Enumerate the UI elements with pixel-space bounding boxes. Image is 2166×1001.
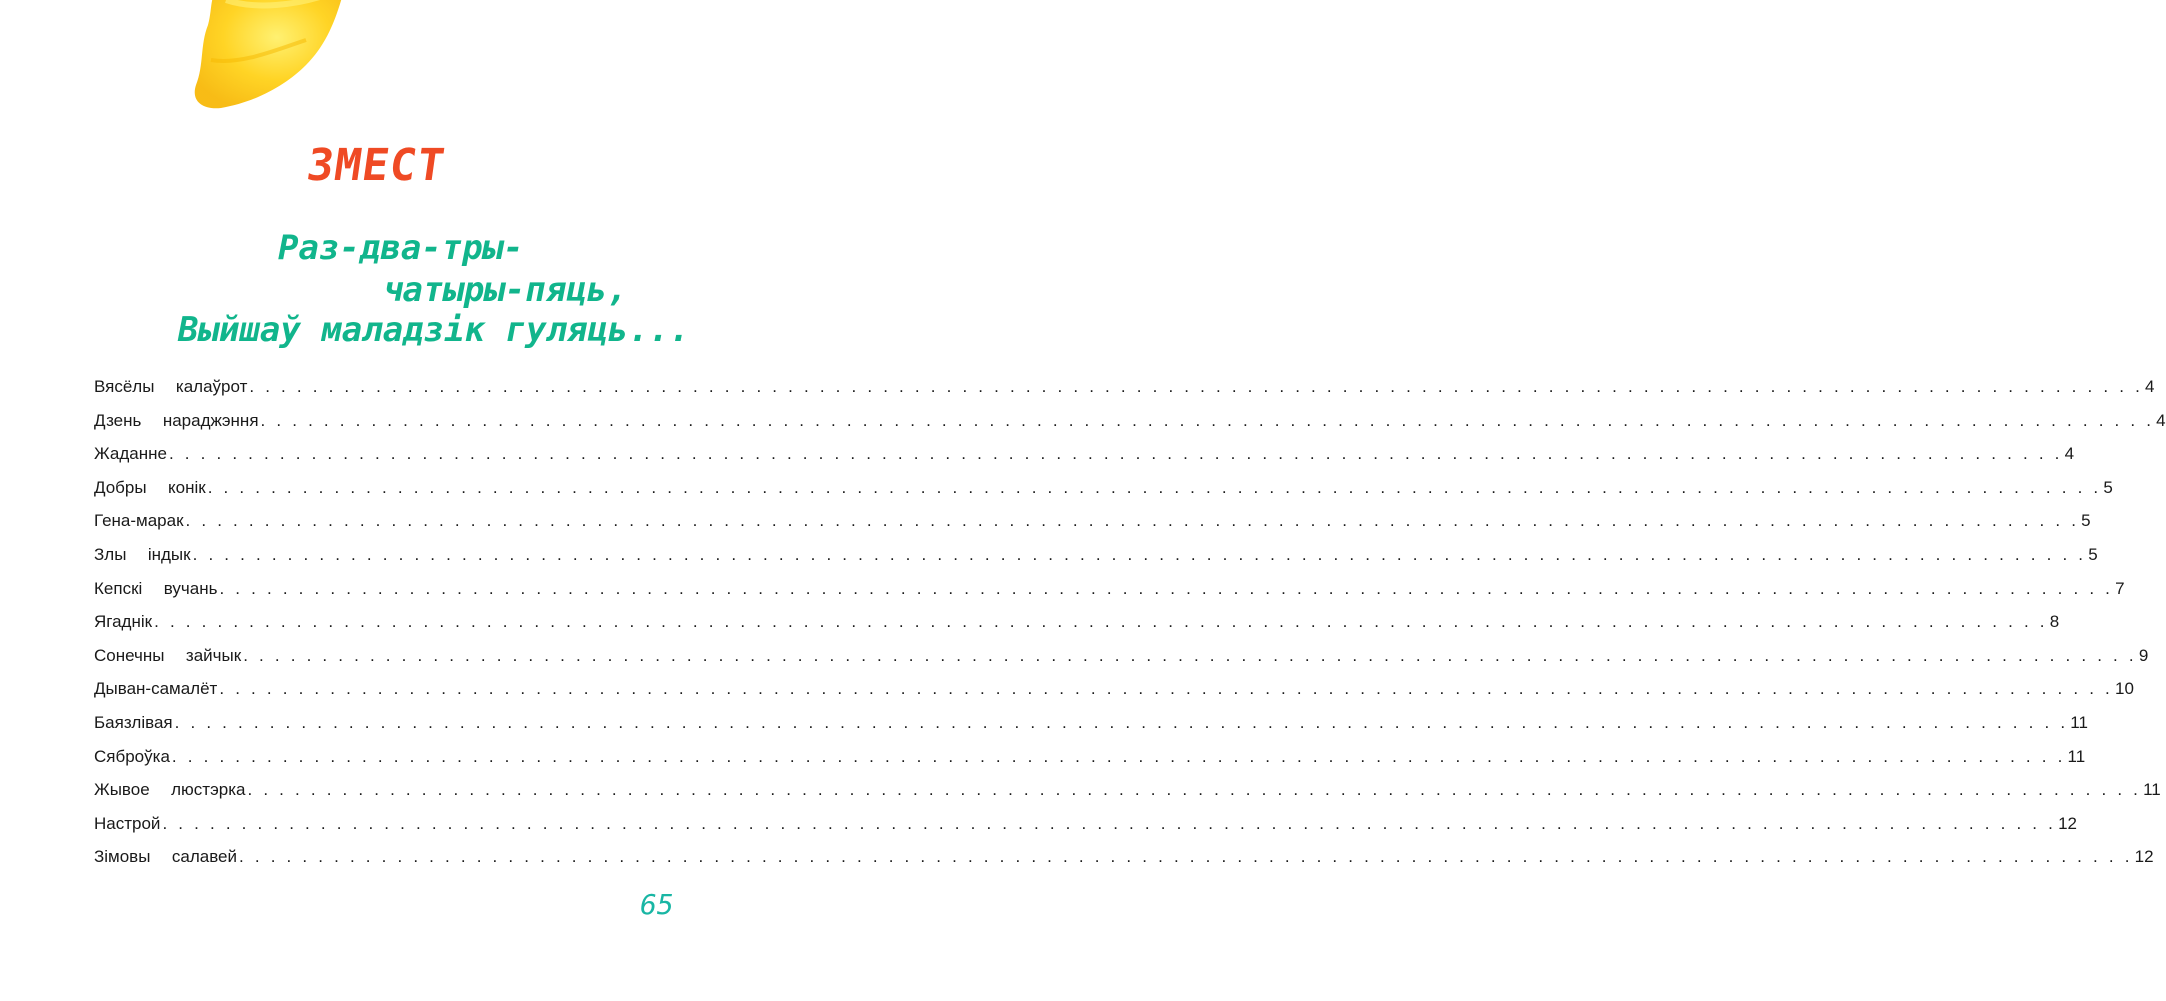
toc-entry-page: 5 [2088,544,2098,564]
toc-entry-title: Баязлівая [94,712,173,732]
toc-entry [94,437,2075,471]
toc-entry-title: Сяброўка [94,746,170,766]
toc-entry-page: 9 [2138,645,2149,665]
toc-entry [94,538,2098,572]
toc-entry-page: 4 [2064,444,2075,464]
toc-leader-dots: . . . . . . . . . . . . . . . . . . . . . . . . . . . . . . . . . . . . . . . . . . . . . . . . . . . . . . . . . . . . . . . . . . . . . . . . . . . . . . . . . . . . . . . . . . . . . . . . . . . . . . . . . . . . . . . . . . . . . . . . [219,578,2114,598]
toc-leader-dots: . . . . . . . . . . . . . . . . . . . . . . . . . . . . . . . . . . . . . . . . . . . . . . . . . . . . . . . . . . . . . . . . . . . . . . . . . . . . . . . . . . . . . . . . . . . . . . . . . . . . . . . . . . . . . . . . . . . . . . . . [243,645,2137,665]
toc-entry-page: 7 [2115,578,2125,598]
toc-leader-dots: . . . . . . . . . . . . . . . . . . . . . . . . . . . . . . . . . . . . . . . . . . . . . . . . . . . . . . . . . . . . . . . . . . . . . . . . . . . . . . . . . . . . . . . . . . . . . . . . . . . . . . . . . . . . . . . . . . . . . . . . [174,712,2069,732]
toc-entry-title: Дыван-самалёт [94,679,218,699]
toc-leader-dots: . . . . . . . . . . . . . . . . . . . . . . . . . . . . . . . . . . . . . . . . . . . . . . . . . . . . . . . . . . . . . . . . . . . . . . . . . . . . . . . . . . . . . . . . . . . . . . . . . . . . . . . . . . . . . . . . . . . . . . . . [168,444,2063,464]
toc-leader-dots: . . . . . . . . . . . . . . . . . . . . . . . . . . . . . . . . . . . . . . . . . . . . . . . . . . . . . . . . . . . . . . . . . . . . . . . . . . . . . . . . . . . . . . . . . . . . . . . . . . . . . . . . . . . . . . . . . . . . . . . . [171,746,2066,766]
toc-entry [94,672,2134,706]
yellow-paint-blob [186,0,346,110]
toc-entry-title: Настрой [94,813,161,833]
page-number: 65 [640,888,674,921]
toc-entry-page: 10 [2114,679,2134,699]
toc-entry-title: Добры конік [94,477,206,497]
toc-leader-dots: . . . . . . . . . . . . . . . . . . . . . . . . . . . . . . . . . . . . . . . . . . . . . . . . . . . . . . . . . . . . . . . . . . . . . . . . . . . . . . . . . . . . . . . . . . . . . . . . . . . . . . . . . . . . . . . . . . . . . . . . [207,477,2102,497]
toc-entry [94,572,2125,606]
toc-entry-page: 4 [2156,410,2166,430]
toc-entry [94,404,2166,438]
toc-leader-dots: . . . . . . . . . . . . . . . . . . . . . . . . . . . . . . . . . . . . . . . . . . . . . . . . . . . . . . . . . . . . . . . . . . . . . . . . . . . . . . . . . . . . . . . . . . . . . . . . . . . . . . . . . . . . . . . . . . . . . . . . [185,511,2080,531]
toc-entry-page: 5 [2081,511,2091,531]
toc-entry-title: Злы індык [94,544,191,564]
toc-entry-page: 12 [2134,847,2154,867]
toc-leader-dots: . . . . . . . . . . . . . . . . . . . . . . . . . . . . . . . . . . . . . . . . . . . . . . . . . . . . . . . . . . . . . . . . . . . . . . . . . . . . . . . . . . . . . . . . . . . . . . . . . . . . . . . . . . . . . . . . . . . . . . . . [247,780,2142,800]
toc-entry [94,504,2091,538]
toc-entry-title: Зімовы салавей [94,847,238,867]
toc-entry [94,840,2154,874]
toc-entry-title: Дзень нараджэння [94,410,259,430]
toc-leader-dots: . . . . . . . . . . . . . . . . . . . . . . . . . . . . . . . . . . . . . . . . . . . . . . . . . . . . . . . . . . . . . . . . . . . . . . . . . . . . . . . . . . . . . . . . . . . . . . . . . . . . . . . . . . . . . . . . . . . . . . . . [154,612,2048,632]
toc-entry-page: 8 [2049,612,2060,632]
toc-entry [94,740,2086,774]
toc-entry-title: Кепскі вучань [94,578,218,598]
toc-entry-title: Ягаднік [94,612,153,632]
table-of-contents [94,370,2166,874]
toc-entry-page: 12 [2058,813,2077,833]
toc-entry-title: Гена-марак [94,511,184,531]
toc-entry [94,639,2149,673]
toc-entry [94,773,2161,807]
toc-heading: ЗМЕСТ [303,140,449,191]
toc-leader-dots: . . . . . . . . . . . . . . . . . . . . . . . . . . . . . . . . . . . . . . . . . . . . . . . . . . . . . . . . . . . . . . . . . . . . . . . . . . . . . . . . . . . . . . . . . . . . . . . . . . . . . . . . . . . . . . . . . . . . . . . . [249,377,2143,396]
poem-line-3: Выйшаў маладзік гуляць... [178,310,690,350]
toc-entry-page: 4 [2145,377,2155,396]
toc-entry [94,471,2113,505]
toc-entry-page: 5 [2103,477,2113,497]
poem-line-1: Раз-два-тры- [278,228,524,268]
toc-leader-dots: . . . . . . . . . . . . . . . . . . . . . . . . . . . . . . . . . . . . . . . . . . . . . . . . . . . . . . . . . . . . . . . . . . . . . . . . . . . . . . . . . . . . . . . . . . . . . . . . . . . . . . . . . . . . . . . . . . . . . . . . [219,679,2113,699]
toc-entry [94,605,2060,639]
toc-entry-title: Вясёлы калаўрот [94,377,248,396]
toc-entry [94,370,2155,404]
toc-leader-dots: . . . . . . . . . . . . . . . . . . . . . . . . . . . . . . . . . . . . . . . . . . . . . . . . . . . . . . . . . . . . . . . . . . . . . . . . . . . . . . . . . . . . . . . . . . . . . . . . . . . . . . . . . . . . . . . . . . . . . . . . [260,410,2155,430]
toc-entry-title: Сонечны зайчык [94,645,242,665]
toc-entry [94,807,2077,841]
poem-line-2: чатыры-пяць, [382,270,628,310]
toc-entry-page: 11 [2143,780,2161,800]
toc-entry-title: Жывое люстэрка [94,780,246,800]
toc-leader-dots: . . . . . . . . . . . . . . . . . . . . . . . . . . . . . . . . . . . . . . . . . . . . . . . . . . . . . . . . . . . . . . . . . . . . . . . . . . . . . . . . . . . . . . . . . . . . . . . . . . . . . . . . . . . . . . . . . . . . . . . . [192,544,2087,564]
toc-entry [94,706,2088,740]
toc-entry-title: Жаданне [94,444,167,464]
toc-leader-dots: . . . . . . . . . . . . . . . . . . . . . . . . . . . . . . . . . . . . . . . . . . . . . . . . . . . . . . . . . . . . . . . . . . . . . . . . . . . . . . . . . . . . . . . . . . . . . . . . . . . . . . . . . . . . . . . . . . . . . . . . [162,813,2057,833]
toc-entry-page: 11 [2070,712,2088,732]
toc-entry-page: 11 [2067,746,2086,766]
toc-leader-dots: . . . . . . . . . . . . . . . . . . . . . . . . . . . . . . . . . . . . . . . . . . . . . . . . . . . . . . . . . . . . . . . . . . . . . . . . . . . . . . . . . . . . . . . . . . . . . . . . . . . . . . . . . . . . . . . . . . . . . . . . [239,847,2133,867]
